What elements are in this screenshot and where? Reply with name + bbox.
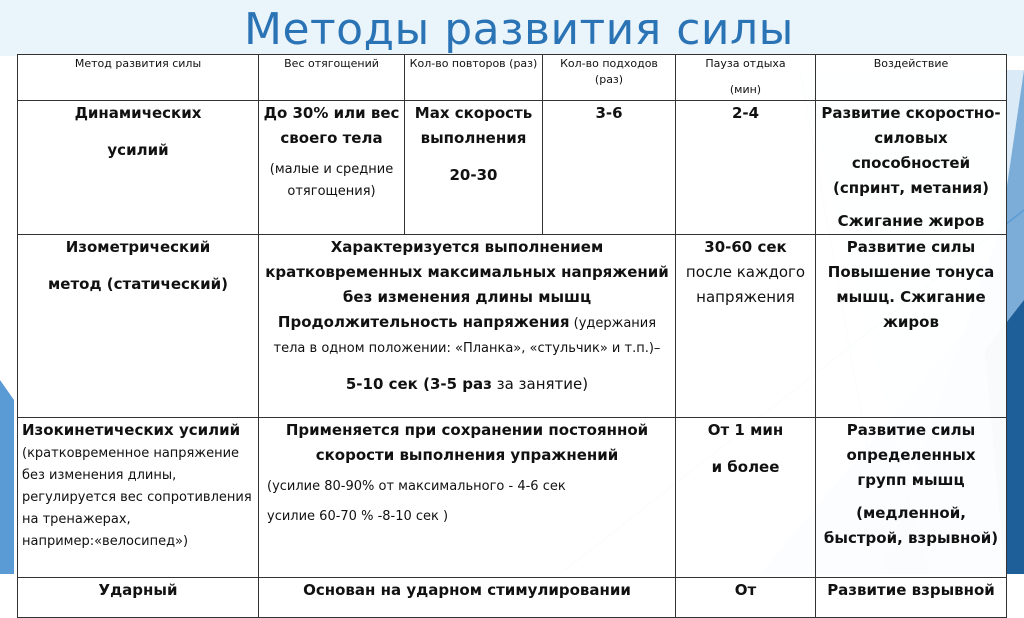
slide-title: Методы развития силы — [244, 4, 794, 55]
header-sets-line1: Кол-во подходов — [560, 57, 658, 70]
cell-rest: От — [676, 578, 816, 618]
description-effort-1: (усилие 80-90% от максимального - 4-6 сек — [267, 479, 566, 494]
table-row — [18, 101, 1007, 235]
cell-effect — [816, 101, 1007, 235]
description-duration — [263, 310, 671, 360]
duration-label: Продолжительность напряжения — [277, 313, 570, 331]
table-row — [18, 418, 1007, 578]
cell-rest: 2-4 — [676, 101, 816, 235]
duration-note: (удержания тела в одном положении: «Планка», «стульчик» и т.п.)– — [273, 316, 661, 356]
rest-value: 30-60 сек — [704, 238, 787, 256]
rest-note: после каждого напряжения — [685, 263, 806, 306]
cell-weight — [259, 101, 405, 235]
weight-value: До 30% или вес своего тела — [263, 104, 400, 147]
reps-count: 20-30 — [449, 166, 498, 184]
method-name-cont: метод (статический) — [48, 275, 228, 293]
description-time — [263, 372, 671, 397]
method-name: Изокинетических усилий — [22, 421, 241, 439]
header-weight: Вес отягощений — [259, 55, 405, 101]
description-main: Применяется при сохранении постоянной скорости выполнения упражнений — [285, 421, 649, 464]
header-sets-line2: (раз) — [594, 73, 624, 86]
cell-description: Основан на ударном стимулировании — [259, 578, 676, 618]
description-effort-2 — [263, 506, 671, 528]
cell-effect — [816, 418, 1007, 578]
methods-table — [17, 54, 1007, 618]
effect-text: Развитие скоростно-силовых способностей (спринт, метания) — [821, 104, 1001, 197]
cell-rest — [676, 418, 816, 578]
table-row — [18, 578, 1007, 618]
header-rest-line2: (мин) — [729, 83, 762, 96]
method-note: (кратковременное напряжение без изменения длины, регулируется вес сопротивления на тренажерах, например:«велосипед») — [22, 446, 252, 549]
method-name-cont: усилий — [107, 141, 169, 159]
method-name: Динамических — [74, 104, 202, 122]
cell-description — [259, 418, 676, 578]
cell-method — [18, 235, 259, 418]
method-name: Изометрический — [65, 238, 211, 256]
header-method: Метод развития силы — [18, 55, 259, 101]
header-sets — [543, 55, 676, 101]
cell-effect: Развитие взрывной — [816, 578, 1007, 618]
cell-effect: Развитие силы Повышение тонуса мышц. Сжигание жиров — [816, 235, 1007, 418]
cell-reps — [405, 101, 543, 235]
time-value: 5-10 сек (3-5 раз — [345, 375, 492, 393]
cell-rest — [676, 235, 816, 418]
deco-left-stripe — [0, 380, 14, 574]
effect-text: Развитие силы определенных групп мышц — [846, 421, 976, 489]
rest-value: От 1 мин — [707, 421, 784, 439]
table-row — [18, 235, 1007, 418]
effort-2-text: усилие 60-70 % -8-10 сек — [267, 509, 444, 524]
cell-method — [18, 101, 259, 235]
effect-text-extra: (медленной, быстрой, взрывной) — [823, 504, 999, 547]
cell-description — [259, 235, 676, 418]
time-note: за занятие) — [491, 375, 589, 393]
header-rest — [676, 55, 816, 101]
weight-note: (малые и средние отягощения) — [269, 162, 394, 199]
effort-2-close: ) — [443, 509, 449, 524]
header-rest-line1: Пауза отдыха — [705, 57, 786, 70]
description-main: Характеризуется выполнением кратковременных максимальных напряжений без изменения длины мышц — [265, 238, 669, 306]
reps-value: Max скорость выполнения — [414, 104, 533, 147]
cell-method: Ударный — [18, 578, 259, 618]
cell-method — [18, 418, 259, 578]
header-effect: Воздействие — [816, 55, 1007, 101]
rest-note: и более — [711, 458, 780, 476]
header-reps: Кол-во повторов (раз) — [405, 55, 543, 101]
cell-sets: 3-6 — [543, 101, 676, 235]
effect-text-extra: Сжигание жиров — [837, 212, 985, 230]
table-header-row — [18, 55, 1007, 101]
